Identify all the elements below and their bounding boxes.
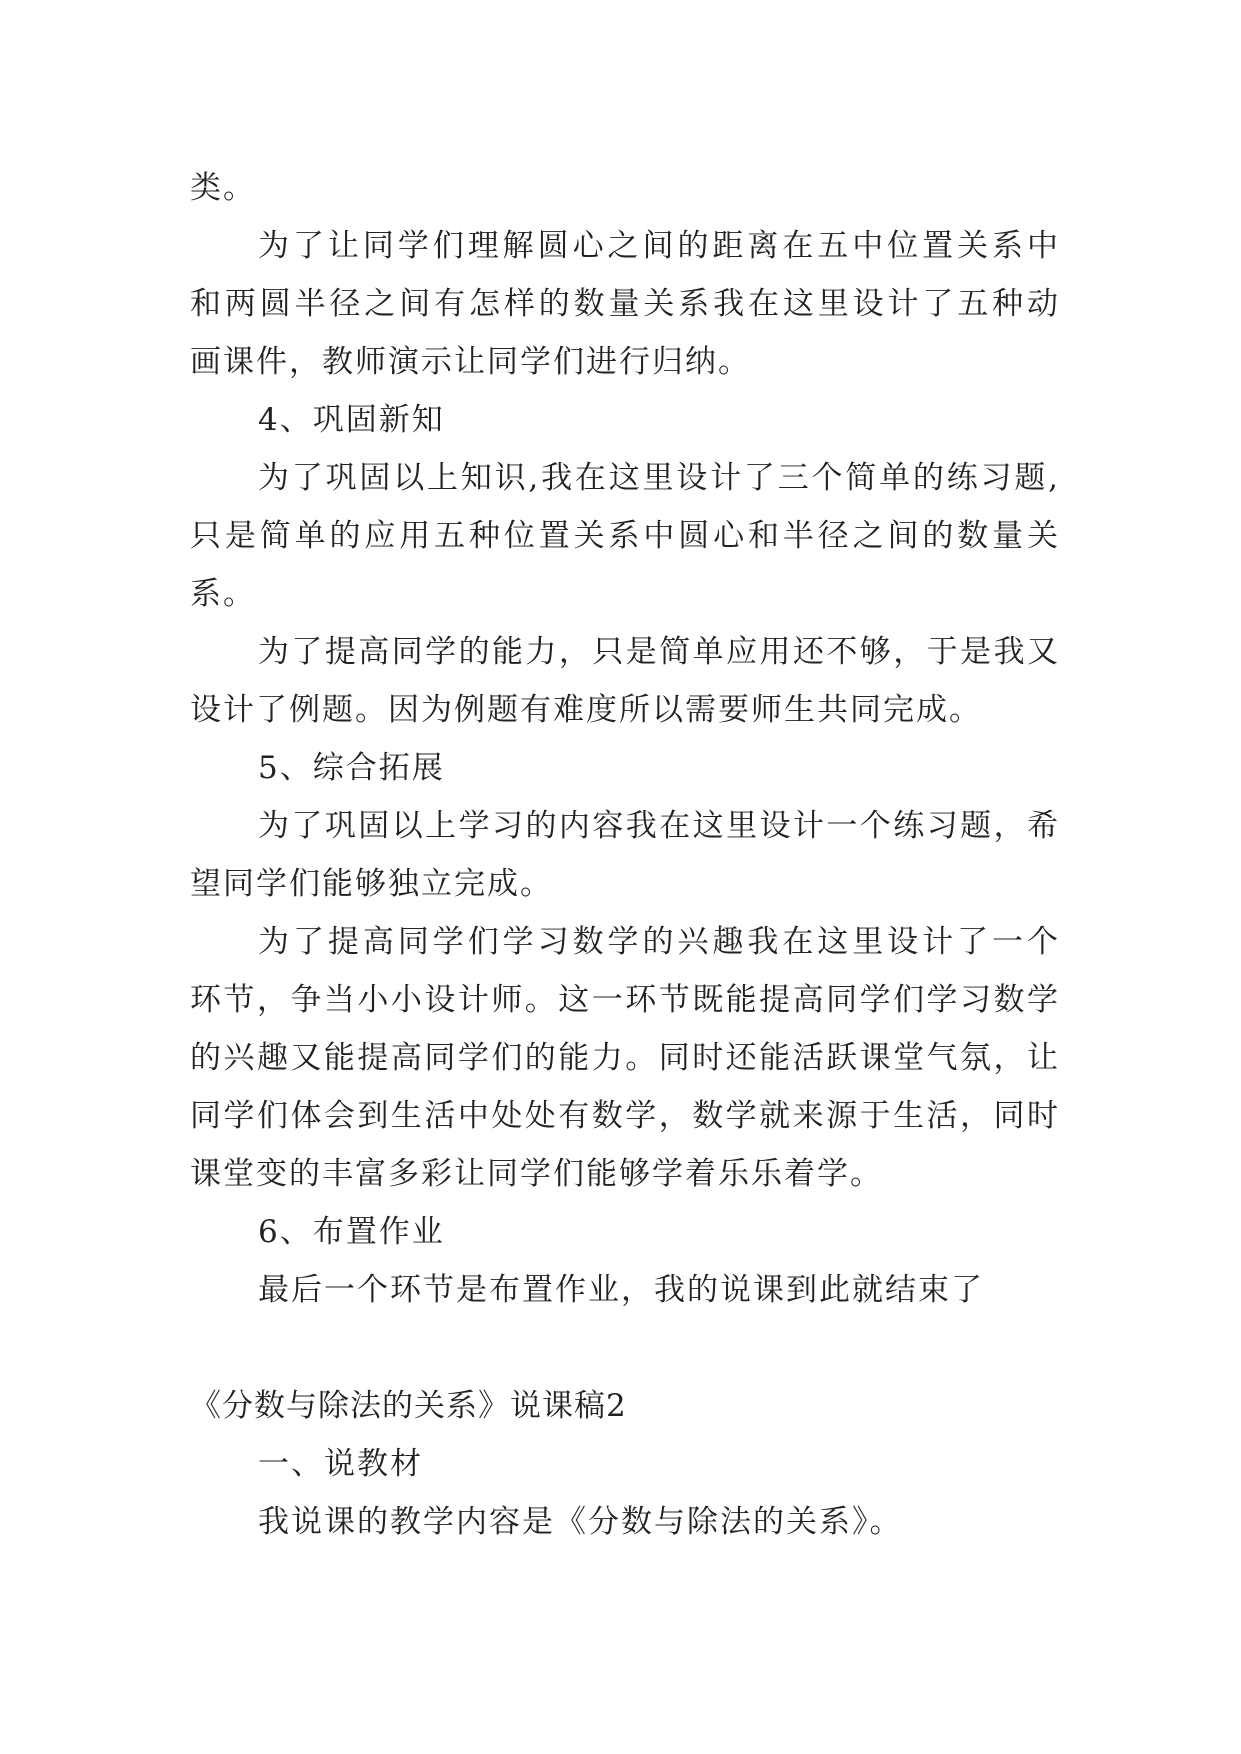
text-line-15: 环节，争当小小设计师。这一环节既能提高同学们学习数学 [190, 982, 1060, 1018]
text-line-4: 画课件，教师演示让同学们进行归纳。 [190, 344, 751, 380]
section-heading-5: 5、综合拓展 [258, 750, 445, 786]
text-line-16: 的兴趣又能提高同学们的能力。同时还能活跃课堂气氛，让 [190, 1040, 1060, 1076]
text-line-9: 为了提高同学的能力，只是简单应用还不够，于是我又 [258, 634, 1060, 670]
text-line-17: 同学们体会到生活中处处有数学，数学就来源于生活，同时 [190, 1098, 1060, 1134]
text-line-10: 设计了例题。因为例题有难度所以需要师生共同完成。 [190, 692, 982, 728]
text-line-23: 我说课的教学内容是《分数与除法的关系》。 [258, 1504, 903, 1540]
text-line-20: 最后一个环节是布置作业，我的说课到此就结束了 [258, 1272, 984, 1308]
text-line-7: 只是简单的应用五种位置关系中圆心和半径之间的数量关 [190, 518, 1060, 554]
text-line-12: 为了巩固以上学习的内容我在这里设计一个练习题，希 [258, 808, 1060, 844]
text-line-2: 为了让同学们理解圆心之间的距离在五中位置关系中 [258, 228, 1060, 264]
text-line-13: 望同学们能够独立完成。 [190, 866, 553, 902]
text-line-6: 为了巩固以上知识,我在这里设计了三个简单的练习题, [258, 460, 1060, 496]
section-heading-1: 一、说教材 [258, 1446, 423, 1482]
section-heading-4: 4、巩固新知 [258, 402, 445, 438]
document-title: 《分数与除法的关系》说课稿2 [190, 1388, 627, 1424]
section-heading-6: 6、布置作业 [258, 1214, 445, 1250]
text-line-1: 类。 [190, 170, 256, 206]
text-line-14: 为了提高同学们学习数学的兴趣我在这里设计了一个 [258, 924, 1060, 960]
text-line-8: 系。 [190, 576, 256, 612]
text-line-3: 和两圆半径之间有怎样的数量关系我在这里设计了五种动 [190, 286, 1060, 322]
text-line-18: 课堂变的丰富多彩让同学们能够学着乐乐着学。 [190, 1156, 883, 1192]
